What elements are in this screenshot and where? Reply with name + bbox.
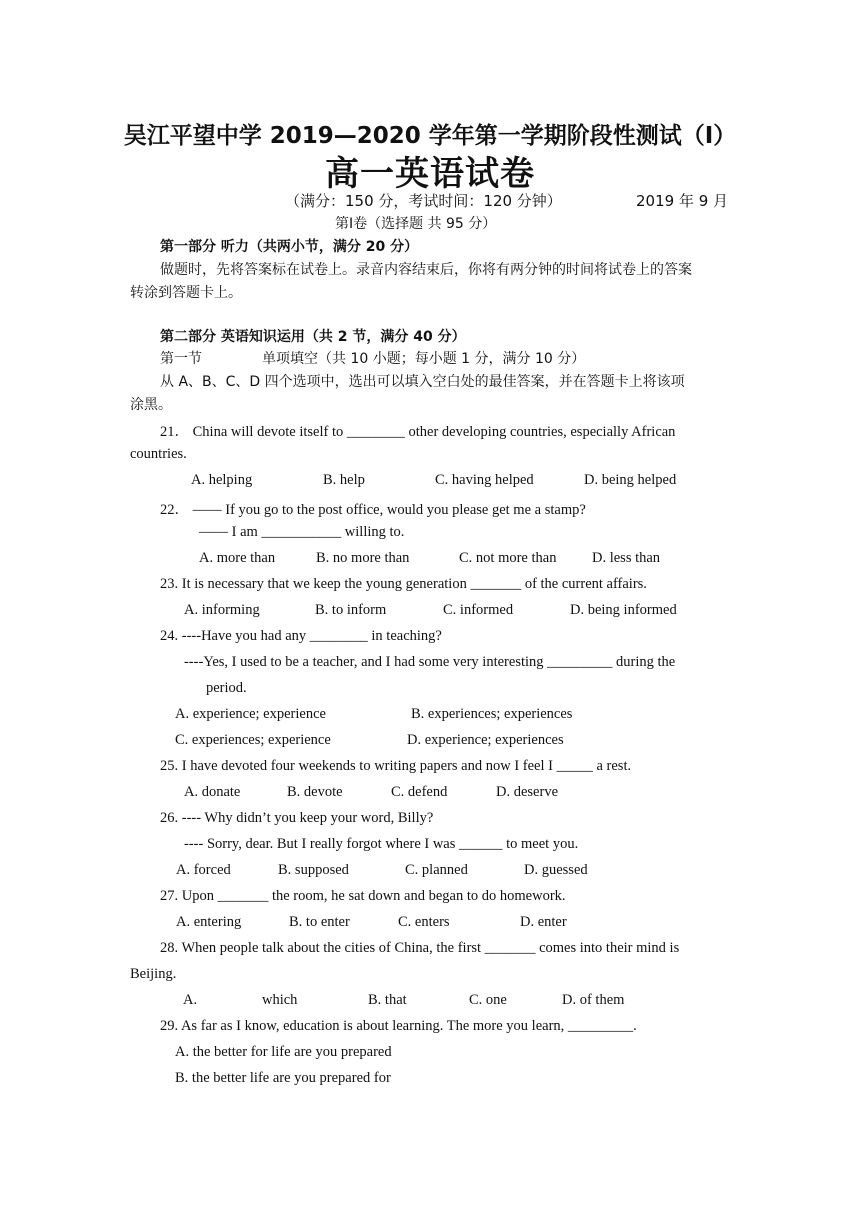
q28-option-d: D. of them [562, 992, 625, 1008]
part1-instruction-line1: 做题时，先将答案标在试卷上。录音内容结束后，你将有两分钟的时间将试卷上的答案 [160, 262, 692, 278]
q24-option-c: C. experiences; experience [175, 732, 331, 748]
q21-option-b: B. help [323, 472, 365, 488]
section1-description: 单项填空（共 10 小题；每小题 1 分，满分 10 分） [262, 351, 586, 367]
q24-option-d: D. experience; experiences [407, 732, 564, 748]
q22-option-b: B. no more than [316, 550, 410, 566]
q28-stem-cont: Beijing. [130, 966, 177, 982]
exam-title: 高一英语试卷 [325, 154, 535, 194]
q29-option-b: B. the better life are you prepared for [175, 1070, 391, 1086]
q29-option-a: A. the better for life are you prepared [175, 1044, 392, 1060]
q24-option-a: A. experience; experience [175, 706, 326, 722]
q22-stem-cont: —— I am ___________ willing to. [199, 524, 405, 540]
q26-option-d: D. guessed [524, 862, 588, 878]
q24-stem-cont2: period. [206, 680, 247, 696]
exam-meta: （满分：150 分，考试时间：120 分钟） [285, 192, 562, 210]
part2-instruction-line2: 涂黑。 [130, 397, 172, 413]
part2-instruction-line1: 从 A、B、C、D 四个选项中，选出可以填入空白处的最佳答案，并在答题卡上将该项 [160, 374, 685, 390]
q25-option-a: A. donate [184, 784, 241, 800]
q27-option-d: D. enter [520, 914, 567, 930]
q22-option-a: A. more than [199, 550, 276, 566]
part1-instruction-line2: 转涂到答题卡上。 [130, 285, 242, 301]
q27-option-a: A. entering [176, 914, 242, 930]
q23-option-c: C. informed [443, 602, 514, 618]
q26-option-a: A. forced [176, 862, 231, 878]
q26-option-c: C. planned [405, 862, 468, 878]
q25-option-c: C. defend [391, 784, 448, 800]
q22-option-d: D. less than [592, 550, 661, 566]
q26-stem-cont: ---- Sorry, dear. But I really forgot where I was ______ to meet you. [184, 836, 579, 852]
q21-option-a: A. helping [191, 472, 253, 488]
q28-stem: 28. When people talk about the cities of China, the first _______ comes into their mind is [160, 940, 680, 956]
q29-stem: 29. As far as I know, education is about learning. The more you learn, _________. [160, 1018, 637, 1034]
q21-stem: 21． China will devote itself to ________ other developing countries, especially African [160, 424, 676, 440]
q24-stem-cont: ----Yes, I used to be a teacher, and I had some very interesting _________ during the [184, 654, 676, 670]
q28-option-c: C. one [469, 992, 507, 1008]
q25-option-b: B. devote [287, 784, 343, 800]
school-title: 吴江平望中学 2019—2020 学年第一学期阶段性测试（Ⅰ） [123, 123, 737, 149]
section1-label: 第一节 [160, 351, 202, 367]
exam-date: 2019 年 9 月 [636, 192, 729, 210]
q23-stem: 23. It is necessary that we keep the young generation _______ of the current affairs. [160, 576, 647, 592]
q22-stem: 22． —— If you go to the post office, would you please get me a stamp? [160, 502, 586, 518]
q25-option-d: D. deserve [496, 784, 559, 800]
q23-option-b: B. to inform [315, 602, 387, 618]
q27-option-c: C. enters [398, 914, 450, 930]
volume-label: 第Ⅰ卷（选择题 共 95 分） [335, 216, 497, 232]
part2-heading: 第二部分 英语知识运用（共 2 节，满分 40 分） [160, 329, 466, 345]
q24-stem: 24. ----Have you had any ________ in teaching? [160, 628, 442, 644]
q24-option-b: B. experiences; experiences [411, 706, 573, 722]
q28-option-a-text: which [262, 992, 298, 1008]
q27-option-b: B. to enter [289, 914, 350, 930]
q22-option-c: C. not more than [459, 550, 557, 566]
q28-option-a: A. [183, 992, 198, 1008]
q28-option-b: B. that [368, 992, 407, 1008]
q21-option-c: C. having helped [435, 472, 534, 488]
q26-option-b: B. supposed [278, 862, 349, 878]
q23-option-d: D. being informed [570, 602, 677, 618]
q23-option-a: A. informing [184, 602, 260, 618]
q27-stem: 27. Upon _______ the room, he sat down and began to do homework. [160, 888, 566, 904]
q26-stem: 26. ---- Why didn’t you keep your word, Billy? [160, 810, 434, 826]
q25-stem: 25. I have devoted four weekends to writing papers and now I feel I _____ a rest. [160, 758, 632, 774]
q21-option-d: D. being helped [584, 472, 677, 488]
part1-heading: 第一部分 听力（共两小节，满分 20 分） [160, 239, 419, 255]
q21-stem-cont: countries. [130, 446, 187, 462]
